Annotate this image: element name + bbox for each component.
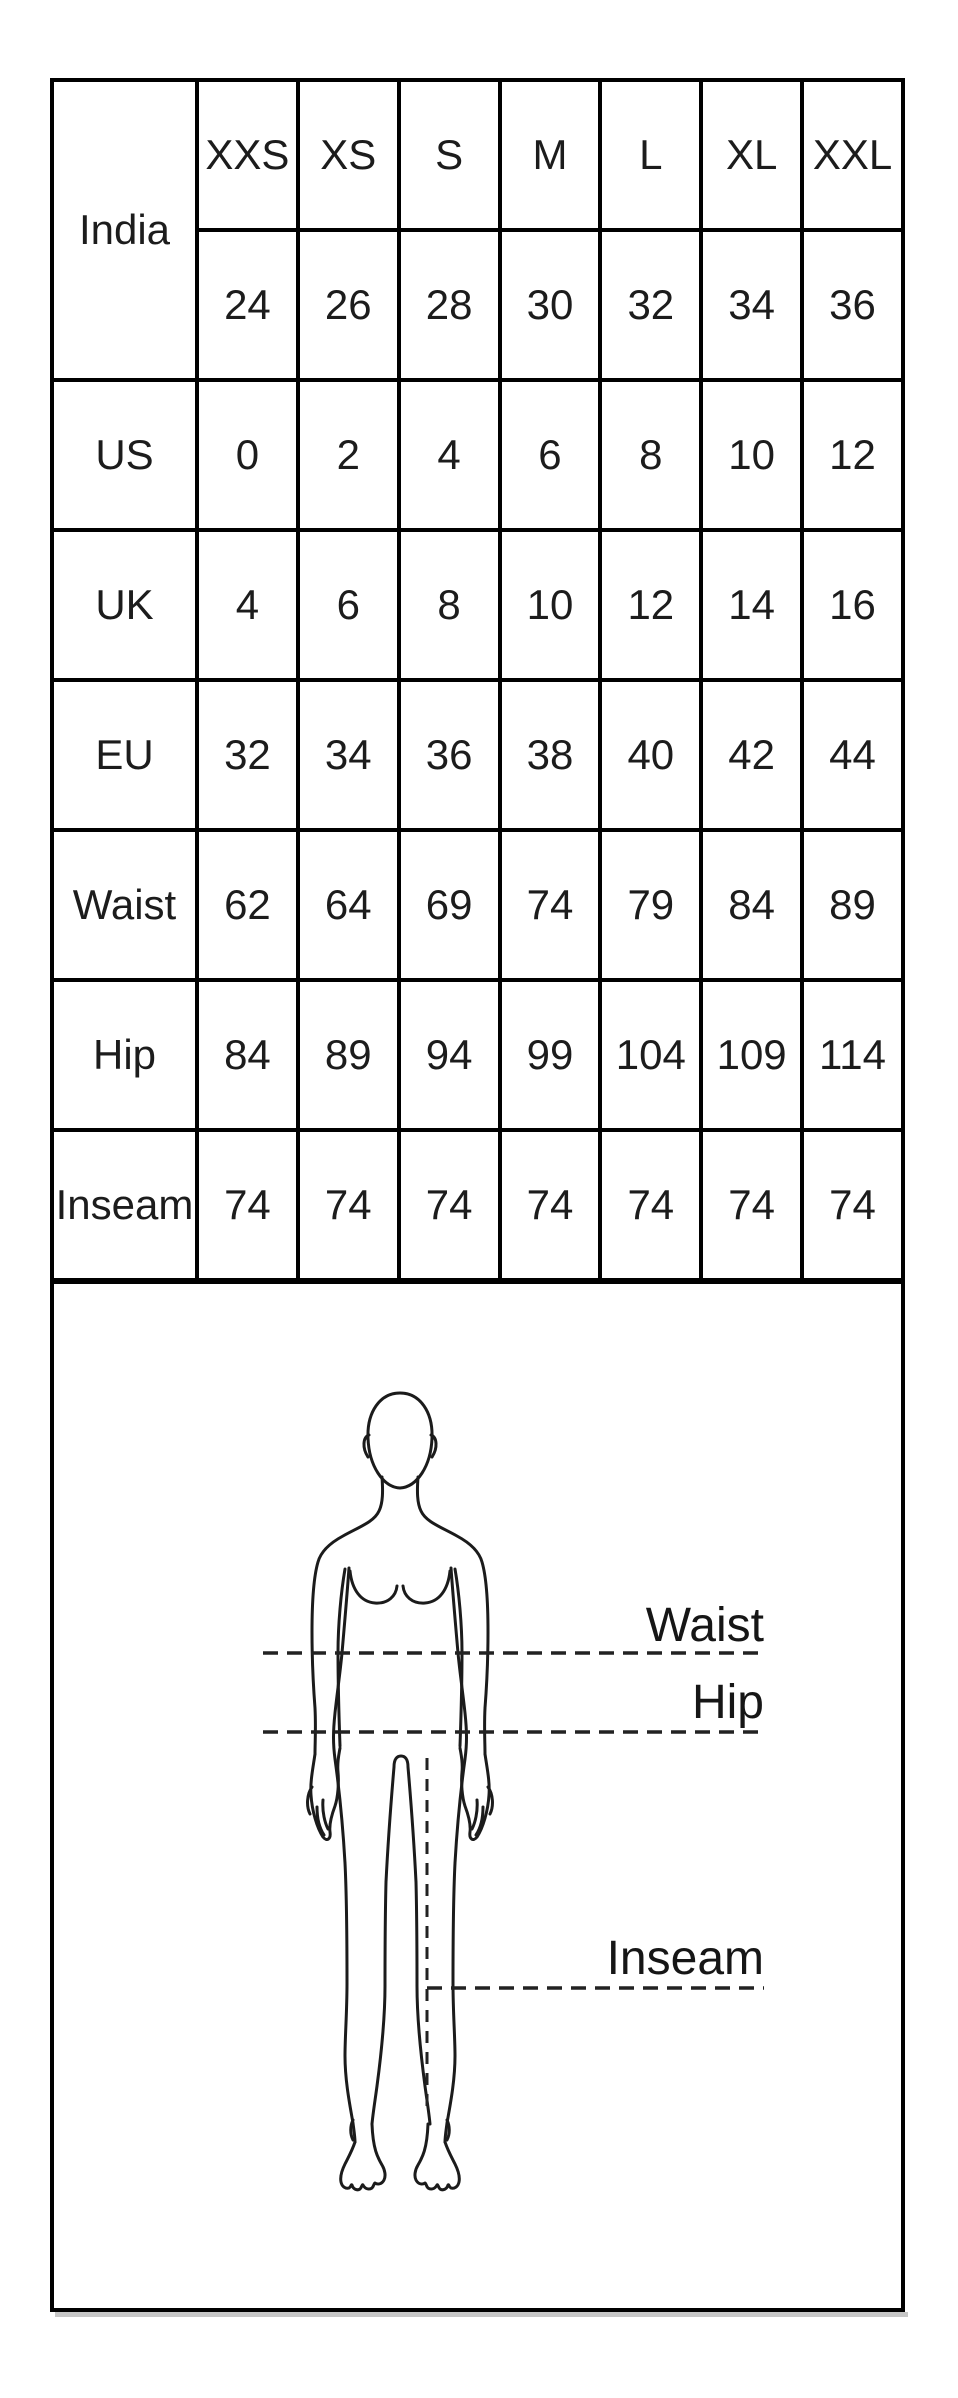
size-value-cell: 16 (802, 530, 903, 680)
size-value-cell: 34 (298, 680, 399, 830)
foot-left (341, 2124, 385, 2190)
hip-diagram-label: Hip (691, 1676, 764, 1729)
size-value-cell: 62 (197, 830, 298, 980)
size-value-cell: 10 (701, 380, 802, 530)
size-value-cell: 42 (701, 680, 802, 830)
size-name-cell: XS (298, 80, 399, 230)
size-value-cell: 74 (399, 1130, 500, 1280)
size-value-cell: 2 (298, 380, 399, 530)
inseam-diagram-label: Inseam (606, 1932, 764, 1985)
india-size-cell: 30 (500, 230, 601, 380)
size-value-cell: 84 (197, 980, 298, 1130)
size-value-cell: 84 (701, 830, 802, 980)
croquis-figure-svg (54, 1284, 901, 2308)
size-value-cell: 38 (500, 680, 601, 830)
india-size-cell: 28 (399, 230, 500, 380)
table-row-us (52, 380, 903, 530)
size-value-cell: 4 (399, 380, 500, 530)
size-value-cell: 89 (802, 830, 903, 980)
size-value-cell: 99 (500, 980, 601, 1130)
waist-diagram-label: Waist (645, 1599, 764, 1652)
size-chart-table (50, 78, 905, 1282)
neck-shoulder-arm-right (417, 1477, 488, 1754)
size-name-cell: M (500, 80, 601, 230)
size-value-cell: 32 (197, 680, 298, 830)
table-row-eu (52, 680, 903, 830)
size-value-cell: 109 (701, 980, 802, 1130)
table-row-inseam (52, 1130, 903, 1280)
india-size-cell: 32 (600, 230, 701, 380)
size-name-cell: S (399, 80, 500, 230)
size-value-cell: 14 (701, 530, 802, 680)
size-value-cell: 74 (298, 1130, 399, 1280)
size-value-cell: 74 (197, 1130, 298, 1280)
size-value-cell: 36 (399, 680, 500, 830)
size-value-cell: 74 (600, 1130, 701, 1280)
india-size-cell: 24 (197, 230, 298, 380)
size-name-cell: L (600, 80, 701, 230)
size-value-cell: 104 (600, 980, 701, 1130)
region-label-cell: India (52, 80, 197, 380)
size-value-cell: 6 (500, 380, 601, 530)
india-size-cell: 34 (701, 230, 802, 380)
size-value-cell: 74 (500, 1130, 601, 1280)
size-value-cell: 12 (600, 530, 701, 680)
neck-shoulder-arm-left (312, 1477, 383, 1754)
size-value-cell: 114 (802, 980, 903, 1130)
foot-right (415, 2124, 459, 2190)
size-value-cell: 74 (701, 1130, 802, 1280)
table-row-size-names (52, 80, 903, 230)
size-value-cell: 12 (802, 380, 903, 530)
row-label: Inseam (52, 1130, 197, 1280)
table-row-hip (52, 980, 903, 1130)
size-value-cell: 40 (600, 680, 701, 830)
size-value-cell: 64 (298, 830, 399, 980)
size-value-cell: 6 (298, 530, 399, 680)
size-value-cell: 94 (399, 980, 500, 1130)
row-label: Hip (52, 980, 197, 1130)
size-value-cell: 8 (600, 380, 701, 530)
size-value-cell: 10 (500, 530, 601, 680)
figure-box-shadow (55, 2312, 908, 2317)
head-outline (368, 1393, 432, 1488)
india-size-cell: 26 (298, 230, 399, 380)
size-value-cell: 4 (197, 530, 298, 680)
size-name-cell: XXL (802, 80, 903, 230)
measurement-diagram (50, 1280, 905, 2312)
size-value-cell: 79 (600, 830, 701, 980)
table-row-waist (52, 830, 903, 980)
bust-line (350, 1571, 450, 1603)
crotch-inner-legs (372, 1756, 430, 2124)
size-value-cell: 89 (298, 980, 399, 1130)
row-label: US (52, 380, 197, 530)
table-row-uk (52, 530, 903, 680)
size-value-cell: 8 (399, 530, 500, 680)
size-name-cell: XXS (197, 80, 298, 230)
size-value-cell: 0 (197, 380, 298, 530)
row-label: EU (52, 680, 197, 830)
size-name-cell: XL (701, 80, 802, 230)
row-label: UK (52, 530, 197, 680)
size-value-cell: 74 (500, 830, 601, 980)
size-value-cell: 69 (399, 830, 500, 980)
row-label: Waist (52, 830, 197, 980)
india-size-cell: 36 (802, 230, 903, 380)
size-value-cell: 74 (802, 1130, 903, 1280)
size-value-cell: 44 (802, 680, 903, 830)
